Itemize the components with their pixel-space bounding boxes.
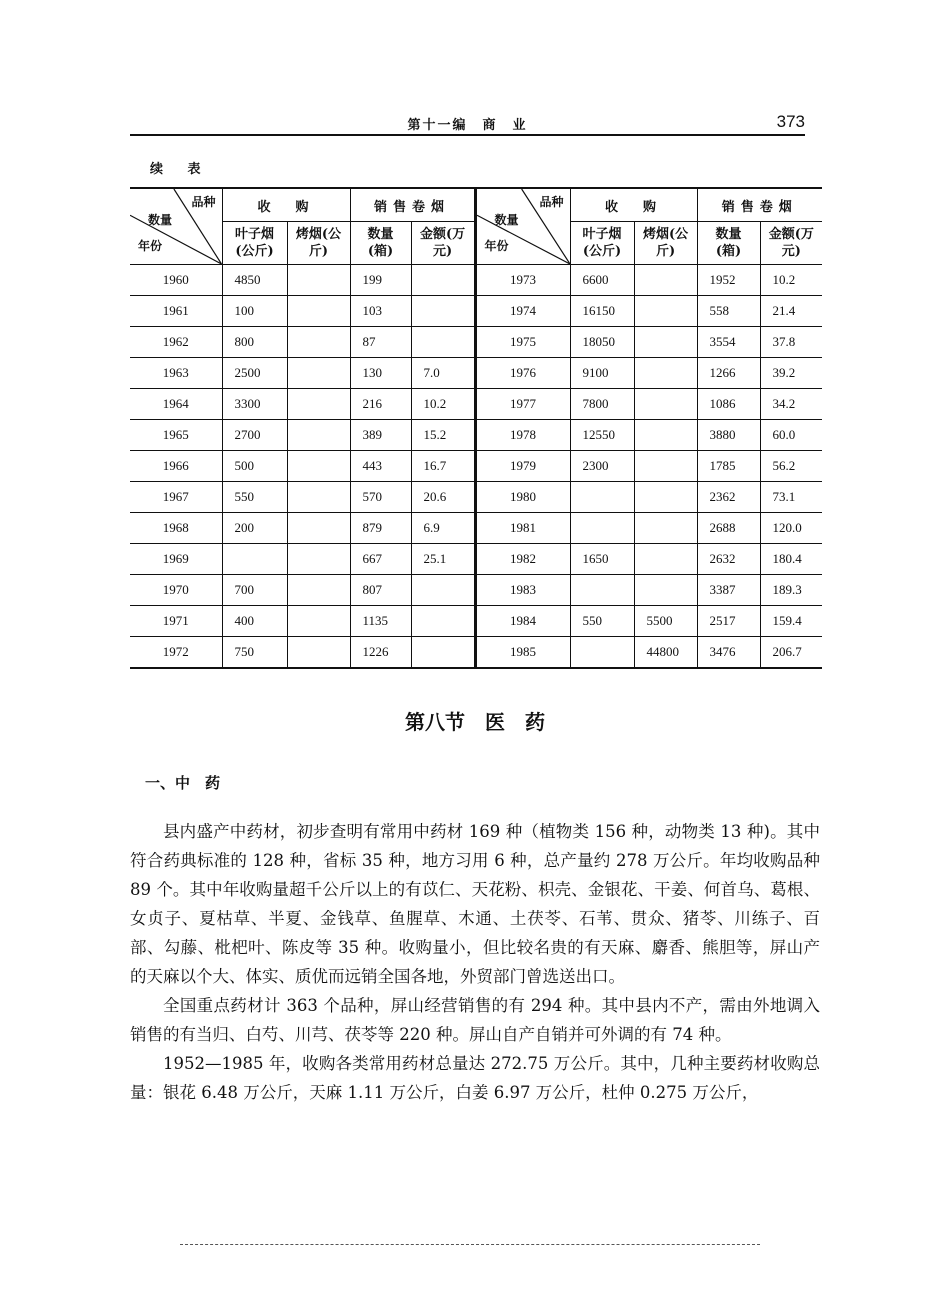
running-header bbox=[130, 112, 805, 136]
value-cell: 4850 bbox=[222, 265, 287, 296]
value-cell: 1952 bbox=[697, 265, 760, 296]
corner-label-year: 年份 bbox=[484, 239, 509, 253]
value-cell: 7800 bbox=[570, 389, 634, 420]
year-cell: 1968 bbox=[130, 513, 222, 544]
year-cell: 1980 bbox=[475, 482, 570, 513]
value-cell bbox=[570, 482, 634, 513]
column-header: 金额(万元) bbox=[760, 222, 822, 265]
value-cell: 5500 bbox=[634, 606, 697, 637]
column-header: 叶子烟(公斤) bbox=[570, 222, 634, 265]
value-cell: 10.2 bbox=[411, 389, 475, 420]
value-cell: 500 bbox=[222, 451, 287, 482]
value-cell bbox=[287, 265, 350, 296]
year-cell: 1961 bbox=[130, 296, 222, 327]
value-cell: 180.4 bbox=[760, 544, 822, 575]
corner-label-quantity: 数量 bbox=[494, 213, 519, 227]
year-cell: 1976 bbox=[475, 358, 570, 389]
year-cell: 1971 bbox=[130, 606, 222, 637]
table-row bbox=[130, 389, 822, 420]
column-header: 数量(箱) bbox=[697, 222, 760, 265]
value-cell: 879 bbox=[350, 513, 411, 544]
year-cell: 1981 bbox=[475, 513, 570, 544]
year-cell: 1969 bbox=[130, 544, 222, 575]
value-cell bbox=[411, 606, 475, 637]
value-cell: 103 bbox=[350, 296, 411, 327]
value-cell bbox=[287, 544, 350, 575]
table-row bbox=[130, 606, 822, 637]
value-cell: 2300 bbox=[570, 451, 634, 482]
value-cell: 800 bbox=[222, 327, 287, 358]
value-cell: 2632 bbox=[697, 544, 760, 575]
header-title: 第十一编 商 业 bbox=[407, 118, 528, 133]
value-cell: 21.4 bbox=[760, 296, 822, 327]
value-cell: 667 bbox=[350, 544, 411, 575]
value-cell: 60.0 bbox=[760, 420, 822, 451]
subsection-title: 一、中 药 bbox=[145, 774, 221, 792]
year-cell: 1965 bbox=[130, 420, 222, 451]
value-cell: 2517 bbox=[697, 606, 760, 637]
table-row bbox=[130, 327, 822, 358]
value-cell: 558 bbox=[697, 296, 760, 327]
value-cell: 6600 bbox=[570, 265, 634, 296]
value-cell bbox=[570, 513, 634, 544]
value-cell bbox=[287, 389, 350, 420]
year-cell: 1983 bbox=[475, 575, 570, 606]
value-cell: 200 bbox=[222, 513, 287, 544]
value-cell: 100 bbox=[222, 296, 287, 327]
value-cell: 37.8 bbox=[760, 327, 822, 358]
column-header: 金额(万元) bbox=[411, 222, 475, 265]
value-cell: 120.0 bbox=[760, 513, 822, 544]
value-cell bbox=[411, 296, 475, 327]
table-row bbox=[130, 482, 822, 513]
value-cell: 199 bbox=[350, 265, 411, 296]
value-cell: 34.2 bbox=[760, 389, 822, 420]
column-header: 烤烟(公斤) bbox=[287, 222, 350, 265]
value-cell bbox=[634, 389, 697, 420]
value-cell: 189.3 bbox=[760, 575, 822, 606]
table-row bbox=[130, 265, 822, 296]
table-row bbox=[130, 451, 822, 482]
year-cell: 1982 bbox=[475, 544, 570, 575]
table-corner-header bbox=[130, 188, 222, 265]
value-cell: 20.6 bbox=[411, 482, 475, 513]
body-text bbox=[130, 817, 820, 1107]
value-cell bbox=[634, 544, 697, 575]
value-cell: 87 bbox=[350, 327, 411, 358]
value-cell: 2500 bbox=[222, 358, 287, 389]
value-cell: 12550 bbox=[570, 420, 634, 451]
group-header: 销售卷烟 bbox=[350, 188, 475, 222]
year-cell: 1977 bbox=[475, 389, 570, 420]
year-cell: 1967 bbox=[130, 482, 222, 513]
table-row bbox=[130, 575, 822, 606]
value-cell bbox=[287, 296, 350, 327]
table-caption: 续 表 bbox=[150, 162, 211, 177]
footer-rule bbox=[180, 1244, 760, 1245]
value-cell bbox=[634, 358, 697, 389]
value-cell: 1086 bbox=[697, 389, 760, 420]
column-header: 烤烟(公斤) bbox=[634, 222, 697, 265]
year-cell: 1975 bbox=[475, 327, 570, 358]
corner-label-year: 年份 bbox=[138, 239, 163, 253]
value-cell bbox=[287, 637, 350, 669]
value-cell bbox=[634, 327, 697, 358]
value-cell bbox=[287, 606, 350, 637]
value-cell: 1226 bbox=[350, 637, 411, 669]
value-cell bbox=[287, 420, 350, 451]
group-header: 销售卷烟 bbox=[697, 188, 822, 222]
value-cell: 570 bbox=[350, 482, 411, 513]
year-cell: 1978 bbox=[475, 420, 570, 451]
value-cell: 159.4 bbox=[760, 606, 822, 637]
value-cell bbox=[570, 637, 634, 669]
table-row bbox=[130, 544, 822, 575]
value-cell: 9100 bbox=[570, 358, 634, 389]
value-cell: 10.2 bbox=[760, 265, 822, 296]
corner-label-variety: 品种 bbox=[539, 195, 564, 209]
value-cell bbox=[287, 327, 350, 358]
year-cell: 1979 bbox=[475, 451, 570, 482]
value-cell: 3476 bbox=[697, 637, 760, 669]
table-row bbox=[130, 296, 822, 327]
value-cell bbox=[634, 451, 697, 482]
value-cell: 16.7 bbox=[411, 451, 475, 482]
year-cell: 1960 bbox=[130, 265, 222, 296]
value-cell: 56.2 bbox=[760, 451, 822, 482]
year-cell: 1970 bbox=[130, 575, 222, 606]
value-cell: 389 bbox=[350, 420, 411, 451]
year-cell: 1963 bbox=[130, 358, 222, 389]
paragraph: 县内盛产中药材，初步查明有常用中药材 169 种（植物类 156 种，动物类 13 种)。其中符合药典标准的 128 种，省标 35 种，地方习用 6 种，总产量约 278 万公斤。年均收购品种 89 个。其中年收购量超千公斤以上的有苡仁、天花粉、枳壳、金银花、干姜、何首乌、葛根、女贞子、夏枯草、半夏、金钱草、鱼腥草、木通、土茯苓、石苇、贯众、猪苓、川练子、百部、勾藤、枇杷叶、陈皮等 35 种。收购量小，但比较名贵的有天麻、麝香、熊胆等，屏山产的天麻以个大、体实、质优而远销全国各地，外贸部门曾选送出口。 bbox=[130, 822, 820, 986]
value-cell bbox=[287, 451, 350, 482]
column-header: 数量(箱) bbox=[350, 222, 411, 265]
value-cell: 2700 bbox=[222, 420, 287, 451]
corner-label-quantity: 数量 bbox=[148, 213, 173, 227]
table-row bbox=[130, 513, 822, 544]
value-cell bbox=[634, 265, 697, 296]
value-cell: 216 bbox=[350, 389, 411, 420]
value-cell: 1266 bbox=[697, 358, 760, 389]
table-row bbox=[130, 358, 822, 389]
year-cell: 1973 bbox=[475, 265, 570, 296]
value-cell: 18050 bbox=[570, 327, 634, 358]
page-number: 373 bbox=[776, 112, 805, 131]
year-cell: 1972 bbox=[130, 637, 222, 669]
value-cell bbox=[411, 327, 475, 358]
year-cell: 1974 bbox=[475, 296, 570, 327]
value-cell: 550 bbox=[222, 482, 287, 513]
value-cell: 750 bbox=[222, 637, 287, 669]
value-cell: 73.1 bbox=[760, 482, 822, 513]
value-cell bbox=[287, 482, 350, 513]
corner-label-variety: 品种 bbox=[191, 195, 216, 209]
value-cell bbox=[634, 513, 697, 544]
year-cell: 1966 bbox=[130, 451, 222, 482]
value-cell bbox=[287, 358, 350, 389]
year-cell: 1984 bbox=[475, 606, 570, 637]
paragraph: 全国重点药材计 363 个品种，屏山经营销售的有 294 种。其中县内不产，需由外地调入销售的有当归、白芍、川芎、茯苓等 220 种。屏山自产自销并可外调的有 74 种。 bbox=[130, 996, 820, 1044]
table-corner-header bbox=[475, 188, 570, 265]
value-cell: 1650 bbox=[570, 544, 634, 575]
value-cell: 7.0 bbox=[411, 358, 475, 389]
value-cell bbox=[411, 637, 475, 669]
year-cell: 1985 bbox=[475, 637, 570, 669]
value-cell: 3880 bbox=[697, 420, 760, 451]
value-cell bbox=[634, 420, 697, 451]
value-cell bbox=[222, 544, 287, 575]
value-cell bbox=[570, 575, 634, 606]
value-cell bbox=[411, 265, 475, 296]
paragraph: 1952—1985 年，收购各类常用药材总量达 272.75 万公斤。其中，几种主要药材收购总量：银花 6.48 万公斤，天麻 1.11 万公斤，白姜 6.97 万公斤，杜仲 0.275 万公斤， bbox=[130, 1054, 820, 1102]
section-title: 第八节 医 药 bbox=[405, 710, 545, 734]
value-cell bbox=[411, 575, 475, 606]
value-cell: 3300 bbox=[222, 389, 287, 420]
group-header: 收 购 bbox=[222, 188, 350, 222]
table-row bbox=[130, 420, 822, 451]
year-cell: 1964 bbox=[130, 389, 222, 420]
value-cell: 3554 bbox=[697, 327, 760, 358]
value-cell bbox=[287, 575, 350, 606]
value-cell: 3387 bbox=[697, 575, 760, 606]
value-cell: 807 bbox=[350, 575, 411, 606]
value-cell: 39.2 bbox=[760, 358, 822, 389]
value-cell bbox=[287, 513, 350, 544]
value-cell: 550 bbox=[570, 606, 634, 637]
value-cell: 15.2 bbox=[411, 420, 475, 451]
column-header: 叶子烟(公斤) bbox=[222, 222, 287, 265]
value-cell: 130 bbox=[350, 358, 411, 389]
value-cell bbox=[634, 575, 697, 606]
value-cell: 16150 bbox=[570, 296, 634, 327]
value-cell bbox=[634, 482, 697, 513]
year-cell: 1962 bbox=[130, 327, 222, 358]
value-cell: 1785 bbox=[697, 451, 760, 482]
value-cell: 2362 bbox=[697, 482, 760, 513]
value-cell: 700 bbox=[222, 575, 287, 606]
value-cell: 25.1 bbox=[411, 544, 475, 575]
value-cell bbox=[634, 296, 697, 327]
value-cell: 1135 bbox=[350, 606, 411, 637]
value-cell: 206.7 bbox=[760, 637, 822, 669]
value-cell: 6.9 bbox=[411, 513, 475, 544]
value-cell: 44800 bbox=[634, 637, 697, 669]
group-header: 收 购 bbox=[570, 188, 697, 222]
value-cell: 2688 bbox=[697, 513, 760, 544]
table-row bbox=[130, 637, 822, 669]
tobacco-table bbox=[130, 187, 822, 669]
value-cell: 400 bbox=[222, 606, 287, 637]
value-cell: 443 bbox=[350, 451, 411, 482]
